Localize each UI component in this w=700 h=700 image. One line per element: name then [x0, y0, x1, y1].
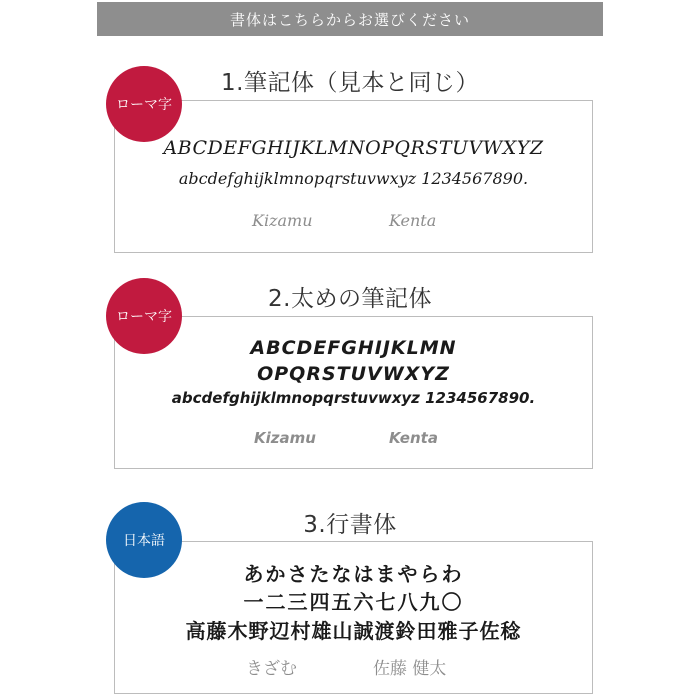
sample-line-kanji-numerals: 一二三四五六七八九〇: [243, 590, 464, 614]
sample-line-kanji: 高藤木野辺村雄山誠渡鈴田雅子佐稔: [185, 619, 522, 643]
badge-romaji-2: [106, 278, 182, 354]
sample-name-1: Kizamu: [252, 211, 313, 230]
sample-line-kana: あかさたなはまやらわ: [243, 562, 464, 586]
font-selection-header: [97, 2, 603, 36]
badge-label: 日本語: [123, 533, 165, 549]
badge-label: ローマ字: [116, 97, 172, 113]
sample-line-uppercase-1: ABCDEFGHIJKLMN: [250, 337, 457, 359]
sample-name-2: 佐藤 健太: [373, 659, 447, 679]
section-1-title: 1.筆記体（見本と同じ）: [221, 70, 479, 96]
sample-name-2: Kenta: [389, 211, 437, 230]
sample-name-1: Kizamu: [254, 429, 316, 447]
sample-name-2: Kenta: [389, 429, 438, 447]
sample-line-uppercase-2: OPQRSTUVWXYZ: [257, 363, 450, 385]
badge-label: ローマ字: [116, 309, 172, 325]
section-2-sample-box: [114, 316, 593, 469]
sample-name-1: きざむ: [246, 659, 297, 679]
section-1-sample-box: [114, 100, 593, 253]
sample-line-lowercase: abcdefghijklmnopqrstuvwxyz 1234567890.: [178, 169, 529, 188]
sample-line-lowercase: abcdefghijklmnopqrstuvwxyz 1234567890.: [171, 389, 536, 407]
sample-line-uppercase: ABCDEFGHIJKLMNOPQRSTUVWXYZ: [163, 137, 544, 159]
section-3-sample-box: [114, 541, 593, 694]
header-title: 書体はこちらからお選びください: [229, 10, 470, 29]
badge-japanese: [106, 502, 182, 578]
badge-romaji-1: [106, 66, 182, 142]
section-3-title: 3.行書体: [303, 512, 397, 538]
section-2-title: 2.太めの筆記体: [268, 286, 432, 312]
